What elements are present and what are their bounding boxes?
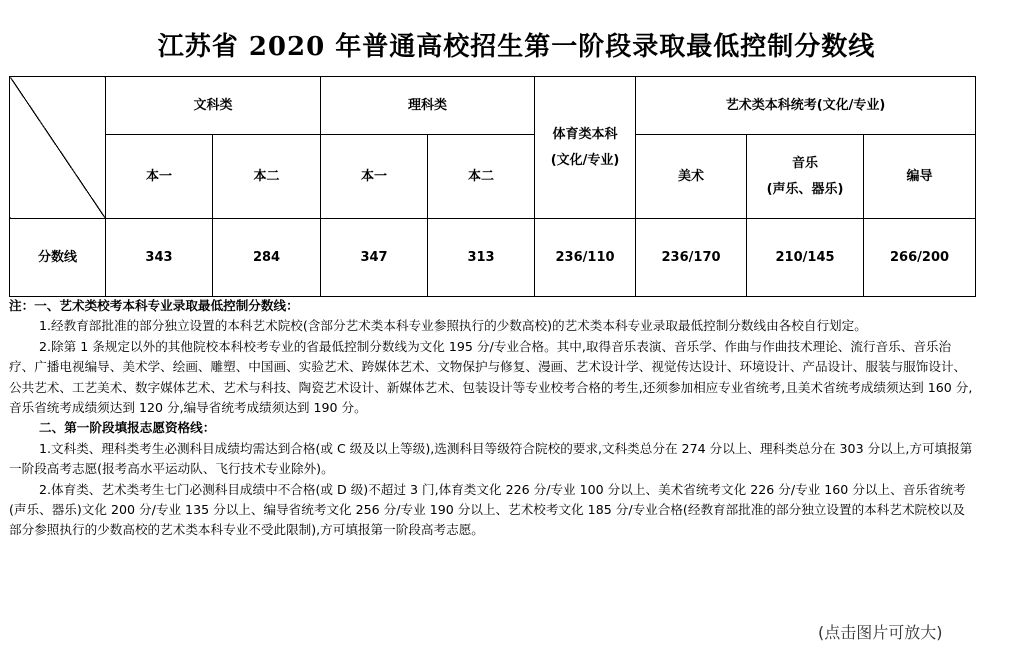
- subheader-wen-ben1: 本一: [106, 135, 213, 219]
- subheader-yinyue: [747, 135, 864, 219]
- subheader-wen-ben2: 本二: [213, 135, 321, 219]
- group-header-like: 理科类: [321, 77, 535, 135]
- score-li-ben1: 347: [321, 219, 428, 297]
- notes-item-1-2: 2.除第 1 条规定以外的其他院校本科校考专业的省最低控制分数线为文化 195 分/专业合格。其中,取得音乐表演、音乐学、作曲与作曲技术理论、流行音乐、音乐治疗、广播电视编导、美术学、绘画、雕塑、中国画、实验艺术、跨媒体艺术、文物保护与修复、漫画、艺术设计学、视觉传达设计、环境设计、产品设计、服装与服饰设计、公共艺术、工艺美术、数字媒体艺术、艺术与科技、陶瓷艺术设计、新媒体艺术、包装设计等专业校考合格的考生,还须参加相应专业省统考,且美术省统考成绩须达到 160 分,音乐省统考成绩须达到 120 分,编导省统考成绩须达到 190 分。: [9, 338, 973, 416]
- score-biandao: 266/200: [864, 219, 976, 297]
- notes-item-1-1: 1.经教育部批准的部分独立设置的本科艺术院校(含部分艺术类本科专业参照执行的少数高校)的艺术类本科专业录取最低控制分数线由各校自行划定。: [39, 318, 867, 334]
- group-header-yishu: 艺术类本科统考(文化/专业): [636, 77, 976, 135]
- subheader-li-ben2: 本二: [428, 135, 535, 219]
- subheader-li-ben1: 本一: [321, 135, 428, 219]
- row-label-score: 分数线: [10, 219, 106, 297]
- subheader-biandao: 编导: [864, 135, 976, 219]
- page-title: 江苏省 2020 年普通高校招生第一阶段录取最低控制分数线: [157, 32, 876, 62]
- score-table: [9, 76, 976, 297]
- tiyu-header-line1: 体育类本科: [552, 126, 618, 142]
- score-wen-ben1: 343: [106, 219, 213, 297]
- group-header-wenke: 文科类: [106, 77, 321, 135]
- yinyue-header-line1: 音乐: [792, 155, 819, 171]
- notes-item-2-2: 2.体育类、艺术类考生七门必测科目成绩中不合格(或 D 级)不超过 3 门,体育类文化 226 分/专业 100 分以上、美术省统考文化 226 分/专业 160 分以上、音乐省统考(声乐、器乐)文化 200 分/专业 135 分以上、编导省统考文化 256 分/专业 190 分以上、艺术校考文化 185 分/专业合格(经教育部批准的部分独立设置的本科艺术院校以及部分参照执行的少数高校的艺术类本科专业不受此限制),方可填报第一阶段高考志愿。: [9, 481, 966, 538]
- notes-heading-1: 注：一、艺术类校考本科专业录取最低控制分数线：: [9, 298, 299, 313]
- notes-section: [9, 296, 975, 541]
- score-wen-ben2: 284: [213, 219, 321, 297]
- subheader-meishu: 美术: [636, 135, 747, 219]
- group-header-tiyu: [535, 77, 636, 219]
- notes-heading-2: 二、第一阶段填报志愿资格线：: [39, 420, 216, 436]
- enlarge-hint-link[interactable]: (点击图片可放大): [818, 623, 943, 642]
- yinyue-header-line2: (声乐、器乐): [766, 181, 844, 197]
- diagonal-header-cell: [10, 77, 106, 219]
- tiyu-header-line2: (文化/专业): [550, 152, 620, 168]
- score-yinyue: 210/145: [747, 219, 864, 297]
- score-meishu: 236/170: [636, 219, 747, 297]
- score-li-ben2: 313: [428, 219, 535, 297]
- score-tiyu: 236/110: [535, 219, 636, 297]
- notes-item-2-1: 1.文科类、理科类考生必测科目成绩均需达到合格(或 C 级及以上等级),选测科目等级符合院校的要求,文科类总分在 274 分以上、理科类总分在 303 分以上,方可填报第一阶段高考志愿(报考高水平运动队、飞行技术专业除外)。: [9, 440, 973, 477]
